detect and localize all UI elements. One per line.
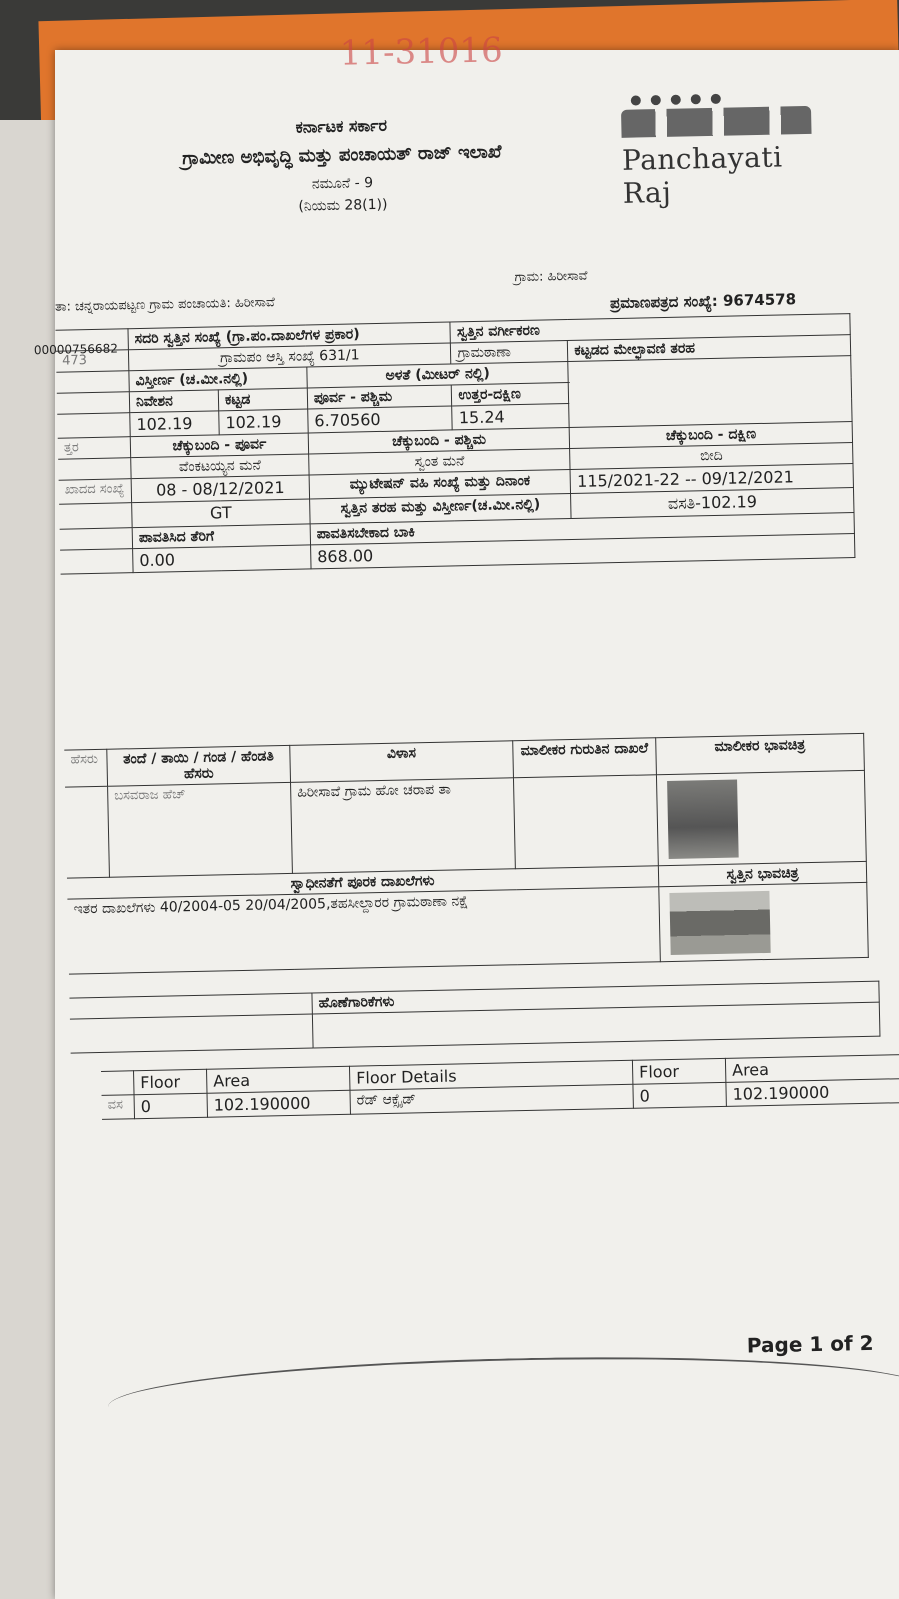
panchayati-raj-logo <box>621 92 813 210</box>
possession-docs-label: ಸ್ವಾಧೀನತೆಗೆ ಪೂರಕ ದಾಖಲೆಗಳು <box>67 866 659 899</box>
form-number: ನಮೂನೆ - 9 <box>311 175 374 193</box>
logo-dots <box>631 92 811 106</box>
property-number-label: ಸದರಿ ಸ್ವತ್ತಿನ ಸಂಖ್ಯೆ (ಗ್ರಾ.ಪಂ.ದಾಖಲೆಗಳ ಪ್ರಕಾರ) <box>128 322 451 350</box>
owner-photo-cell <box>656 770 866 865</box>
floor-header: Floor <box>134 1069 207 1095</box>
dept-title: ಗ್ರಾಮೀಣ ಅಭಿವೃದ್ಧಿ ಮತ್ತು ಪಂಚಾಯತ್ ರಾಜ್ ಇಲಾಖೆ <box>182 141 502 170</box>
relation-label: ತಂದೆ / ತಾಯಿ / ಗಂಡ / ಹೆಂಡತಿ ಹೆಸರು <box>107 745 291 786</box>
area-value: 102.190000 <box>207 1090 350 1117</box>
empty-cell <box>101 1071 134 1096</box>
paid-tax-value: 0.00 <box>133 545 311 573</box>
header-block <box>121 112 563 218</box>
owner-photo-label: ಮಾಲೀಕರ ಭಾವಚಿತ್ರ <box>656 733 865 774</box>
east-west-label: ಪೂರ್ವ - ಪಶ್ಚಿಮ <box>307 385 452 409</box>
govt-title: ಕರ್ನಾಟಕ ಸರ್ಕಾರ <box>295 115 388 137</box>
liabilities-table <box>69 981 880 1054</box>
owner-id-label: ಮಾಲೀಕರ ಗುರುತಿನ ದಾಖಲೆ <box>513 738 657 778</box>
empty-cell <box>58 458 131 481</box>
property-photo-cell <box>659 882 869 961</box>
area-value-2: 102.190000 <box>726 1078 899 1106</box>
building-label: ಕಟ್ಟಡ <box>218 388 307 411</box>
boundary-south-label: ಚೆಕ್ಕುಬಂದಿ - ದಕ್ಷಿಣ <box>570 422 853 449</box>
empty-cell <box>60 528 133 551</box>
floor-details-value: ರೆಡ್ ಆಕ್ಸೈಡ್ <box>350 1084 633 1114</box>
boundary-east-value: ವೆಂಕಟಯ್ಯನ ಮನೆ <box>131 454 309 479</box>
property-type-value: ವಸತಿ-102.19 <box>571 488 854 519</box>
owner-id-value <box>513 775 658 869</box>
address-label: ವಿಳಾಸ <box>290 741 514 783</box>
owner-photo <box>667 780 739 859</box>
east-west-value: 6.70560 <box>308 406 453 433</box>
classification-label: ಸ್ವತ್ತಿನ ವರ್ಗೀಕರಣ <box>450 314 850 343</box>
owner-name-label: ಹೆಸರು <box>64 749 107 787</box>
area-label: ವಿಸ್ತೀರ್ಣ (ಚ.ಮೀ.ನಲ್ಲಿ) <box>129 367 307 392</box>
page-fold-line <box>107 1350 899 1409</box>
site-area-value: 102.19 <box>130 411 219 437</box>
left-label-b: ತ್ತರ <box>58 437 131 460</box>
empty-cell <box>57 413 130 439</box>
paid-tax-label: ಪಾವತಿಸಿದ ತೆರಿಗೆ <box>132 524 310 549</box>
row-number-value: 08 - 08/12/2021 <box>131 475 309 503</box>
possession-docs-value: ಇತರ ದಾಖಲೆಗಳು 40/2004-05 20/04/2005,ತಹಸೀಲ್ದಾರರ ಗ್ರಾಮಠಾಣಾ ನಕ್ಷೆ <box>67 887 660 974</box>
due-tax-label: ಪಾವತಿಸಬೇಕಾದ ಬಾಕಿ <box>310 513 854 545</box>
logo-people-graphic <box>621 106 812 138</box>
boundary-south-value: ಬೀದಿ <box>570 443 853 470</box>
left-label-c: ಖಾದದ ಸಂಖ್ಯೆ <box>59 479 132 505</box>
empty-cell <box>65 786 109 878</box>
floor-value-2: 0 <box>633 1082 726 1108</box>
rule-number: (ನಿಯಮ 28(1)) <box>298 196 388 215</box>
empty-cell <box>70 1014 313 1053</box>
building-area-value: 102.19 <box>219 409 308 435</box>
site-label: ನಿವೇಶನ <box>129 390 218 413</box>
empty-cell <box>55 329 128 352</box>
classification-value: ಗ್ರಾಮಠಾಣಾ <box>451 341 568 364</box>
area-header-2: Area <box>725 1054 899 1082</box>
taluk-gp: ತಾ: ಚನ್ನರಾಯಪಟ್ಟಣ ಗ್ರಾಮ ಪಂಚಾಯತಿ: ಹಿರೀಸಾವೆ <box>54 295 275 315</box>
floor-row-left: ವಸ <box>102 1095 135 1120</box>
owner-table <box>64 733 869 975</box>
boundary-west-label: ಚೆಕ್ಕುಬಂದಿ - ಪಶ್ಚಿಮ <box>308 427 570 453</box>
property-photo <box>669 891 770 955</box>
north-south-label: ಉತ್ತರ-ದಕ್ಷಿಣ <box>452 382 569 405</box>
mutation-value: 115/2021-22 -- 09/12/2021 <box>570 464 853 494</box>
empty-cell <box>57 392 130 415</box>
liabilities-label: ಹೊಣೆಗಾರಿಕೆಗಳು <box>312 981 879 1014</box>
certificate-number: ಪ್ರಮಾಣಪತ್ರದ ಸಂಖ್ಯೆ: 9674578 <box>609 290 797 313</box>
boundary-west-value: ಸ್ವಂತ ಮನೆ <box>309 448 571 474</box>
area-header: Area <box>207 1066 350 1093</box>
floor-table <box>101 1054 899 1120</box>
address-value: ಹಿರೀಸಾವೆ ಗ್ರಾಮ ಹೋ ಚರಾಪ ತಾ <box>291 778 516 874</box>
floor-details-header: Floor Details <box>349 1060 632 1090</box>
property-table <box>55 313 855 575</box>
roof-type-label: ಕಟ್ಟಡದ ಮೇಲ್ಛಾವಣಿ ತರಹ <box>568 335 851 362</box>
boundary-east-label: ಚೆಕ್ಕುಬಂದಿ - ಪೂರ್ವ <box>130 433 308 458</box>
left-id: 00000756682 <box>33 341 119 358</box>
property-number-value: ಗ್ರಾಮಪಂ ಆಸ್ತಿ ಸಂಖ್ಯೆ 631/1 <box>128 343 451 371</box>
empty-cell <box>59 503 132 530</box>
left-code: 473 <box>56 350 129 373</box>
due-tax-value: 868.00 <box>311 534 855 569</box>
relation-value: ಬಸವರಾಜ ಹೆಚ್ <box>108 782 293 877</box>
village: ಗ್ರಾಮ: ಹಿರೀಸಾವೆ <box>514 268 588 286</box>
handwritten-note: 11-31016 <box>339 30 504 74</box>
north-south-value: 15.24 <box>452 403 569 429</box>
property-type-label: ಸ್ವತ್ತಿನ ತರಹ ಮತ್ತು ವಿಸ್ತೀರ್ಣ(ಚ.ಮೀ.ನಲ್ಲಿ) <box>310 493 572 523</box>
roof-empty-cell <box>568 356 852 428</box>
form-9-document <box>33 30 899 1448</box>
empty-cell <box>60 549 133 575</box>
floor-header-2: Floor <box>632 1058 725 1084</box>
logo-text: Panchayati Raj <box>621 140 783 210</box>
floor-value: 0 <box>134 1093 207 1119</box>
roof-type-value: GT <box>132 499 310 528</box>
property-photo-label: ಸ್ವತ್ತಿನ ಭಾವಚಿತ್ರ <box>658 861 866 886</box>
page-number: Page 1 of 2 <box>746 1330 874 1358</box>
empty-cell <box>56 371 129 394</box>
mutation-label: ಮ್ಯುಟೇಷನ್ ವಹಿ ಸಂಖ್ಯೆ ಮತ್ತು ದಿನಾಂಕ <box>309 469 571 498</box>
measure-label: ಅಳತೆ (ಮೀಟರ್ ನಲ್ಲಿ) <box>307 362 569 388</box>
